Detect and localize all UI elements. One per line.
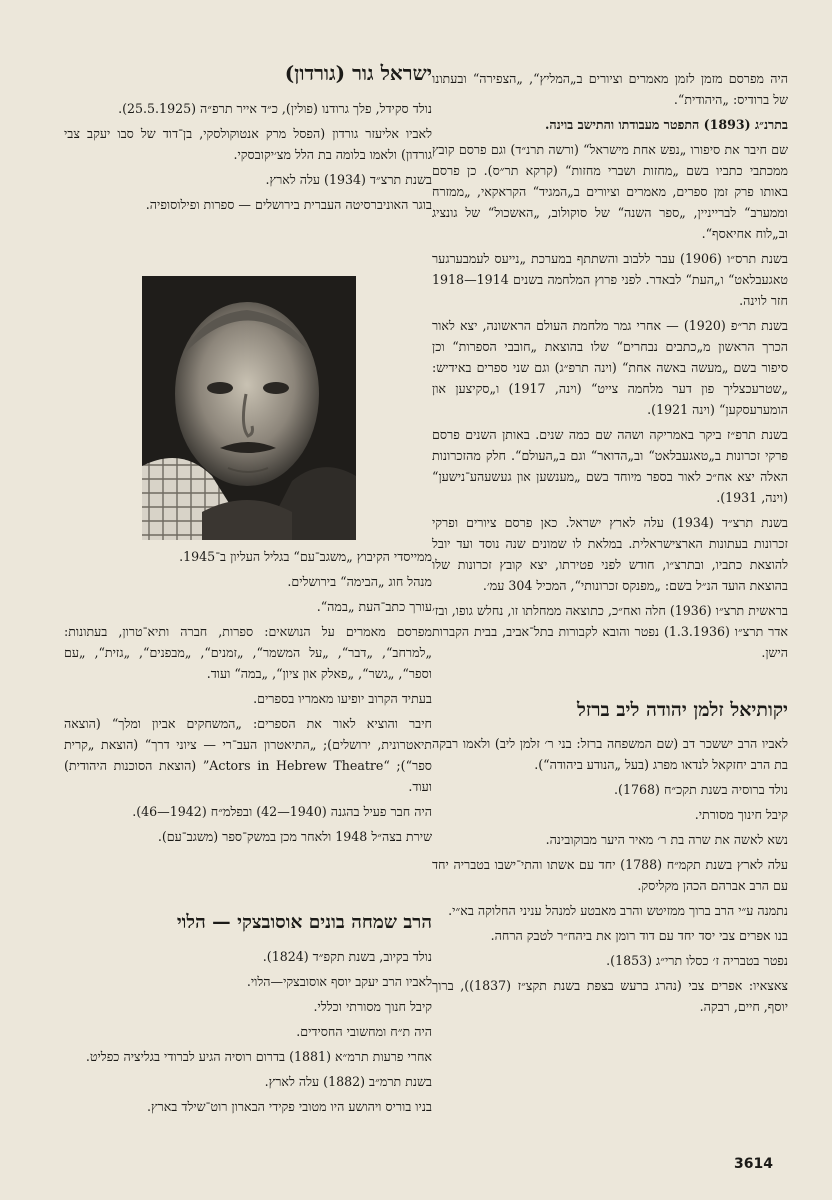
paragraph: נפטר בטבריה ז׳ כסלו תרי״ג (1853). bbox=[606, 953, 788, 968]
portrait-image bbox=[142, 276, 356, 540]
osovetzki-title: הרב שמחה בונים אוסובצקי — הלוי bbox=[176, 912, 432, 933]
paragraph: בעתיד הקרוב יופיעו מאמריו בספרים. bbox=[253, 691, 432, 706]
paragraph: קיבל חנוך מסורתי וכללי. bbox=[313, 999, 432, 1014]
paragraph: בשנת תרצ״ד (1934) עלה לארץ ישראל. כאן פרסם ציורים ופרקי זכרונות בעתונות הארצישראלית. במלאת לו שמונים שנה נוסד ועד יובל להוצאת כתביו, ובתרצ״ו, חודש לפני פטירתו, יצא קובץ זכרונות שלו בהוצאת הועד הנ״ל בשם: „מפנקס זכרונותי“, המכיל 304 עמ׳. bbox=[432, 515, 788, 593]
paragraph: נולד בקיוב, בשנת תקפ״ד (1824). bbox=[262, 949, 432, 964]
gor-title: ישראל גור (גורדון) bbox=[284, 61, 432, 85]
paragraph: בנו אפרים צבי יסד יחד עם דוד רומן את ביהח״ר לטבק הרחה. bbox=[490, 928, 788, 943]
paragraph: בשנת תרצ״ד (1934) עלה לארץ. bbox=[265, 172, 432, 187]
paragraph: היה חבר פעיל בהגנה (1940—42) ובפלמ״ח (1942—46). bbox=[132, 804, 432, 819]
paragraph: שם חיבר את סיפורו „נפש אחת מישראל“ (ורשה תרנ״ד) וגם פרסם קובץ ממכתבי כתביו בשם „מחזות ושברי מחזות“ (קרקא תר״ס). כן פרסם באותו פרק זמן ספרים, מאמרים וציורים ב„המגיד“ הקראקאי, „ממזרח וממערב“ לברייניין, „ספר השנה“ של סוקולוב, „האשכול“ של גונציג וב„לוח אחיאסף“. bbox=[432, 142, 788, 241]
paragraph: בשנת תרפ״ז ביקר באמריקה ושהה שם כמה שנים. באותן השנים פרסם פרקי זכרונות ב„טאגעבלאט“ וב„הדואר“ וגם ב„העולם“. חלק מהזכרונות האלה יצא אח״כ לאור בספר מיוחד בשם „מענשען און געשעהע־נישען“ (וינה, 1931). bbox=[432, 427, 788, 505]
paragraph: נולד ברוסיה בשנת תקכ״ח (1768). bbox=[614, 782, 788, 797]
osovetzki-section bbox=[64, 910, 432, 1121]
gor-top-section bbox=[64, 60, 432, 219]
right-column bbox=[432, 68, 788, 1021]
paragraph: מפרסם מאמרים על הנושאים: ספרות, חברה ותיא־טרון, בעתונות: „למרחב“, „דבר“, „על המשמר“, „זמנים“, „מבפנים“, „גזית“, „עם וספר“, „גשר“, „פאלק און ציון“, „במה“ ועוד. bbox=[64, 624, 432, 681]
paragraph: אחרי פרעות תרמ״א (1881) בדרום רוסיה הגיע לברודי בגליציה כפליט. bbox=[85, 1049, 432, 1064]
paragraph: בשנת תרמ״ב (1882) עלה לארץ. bbox=[264, 1074, 432, 1089]
paragraph: נשא לאשה את שרה בת ר׳ מאיר היער מבוקובינה. bbox=[545, 832, 788, 847]
paragraph: בוגר האוניברסיטה העברית בירושלים — ספרות ופילוסופיה. bbox=[145, 197, 432, 212]
paragraph: שירת בצה״ל 1948 ולאחר מכן במשק־ספר (משגב־עם). bbox=[157, 829, 432, 844]
paragraph: עלה לארץ בשנת תקמ״ח (1788) יחד עם אשתו והתי־ישבו בטבריה יחד עם הרב אברהם הכהן מקליסק. bbox=[432, 857, 788, 893]
paragraph: היה ת״ח ומחשובי החסידים. bbox=[296, 1024, 432, 1039]
paragraph: נתמנה ע״י הרב ברוך ממזיטש והרב מאבטע למנהל עניני החלוקה בא״י. bbox=[448, 903, 788, 918]
paragraph: מנהל חוג „הבימה“ בירושלים. bbox=[287, 574, 432, 589]
paragraph: היה מפרסם מזמן לזמן מאמרים וציורים ב„המליץ“, „הצפירה“ ובעתונו של ברודיס: „היהודית“. bbox=[432, 71, 788, 107]
gor-bottom-section bbox=[64, 546, 432, 851]
paragraph: בניו בוריס ויהושע היו מטובי פקידי הבארון רוט־שילד בארץ. bbox=[147, 1099, 432, 1114]
portrait-photo bbox=[142, 276, 356, 540]
paragraph: קיבל חינוך מסורתי. bbox=[694, 807, 788, 822]
paragraph: נולד סקידל, פלך גרודנו (פולין), כ״ד אייר תרפ״ה (25.5.1925). bbox=[118, 101, 432, 116]
paragraph: בשנת תרס״ו (1906) עבר ללבוב והשתתף במערכת „נייעס לעמבערגער טאגעבלאט“ ו„העת“ לבאדר. לפני פרוץ המלחמה בשנים 1914—1918 חזר לוינה. bbox=[432, 251, 789, 308]
paragraph: עורך כתב־העת „במה“. bbox=[316, 599, 432, 614]
paragraph: לאביו הרב יששכר דב (שם המשפחה ברזל: בני ר׳ זלמן ליב) ולאמו רבקה בת הרב יחזקאל לנדאו מפרג (בעל „הנודע ביהודה“). bbox=[432, 736, 788, 772]
barzel-title: יקותיאל זלמן יהודה ליב ברזל bbox=[577, 699, 788, 721]
paragraph: צאצאיו: אפרים צבי (נהרג ברעש בצפת בשנת תקצ״ז (1837)), ברוך יוסף, חיים, רבקה. bbox=[432, 978, 788, 1014]
paragraph: ממייסדי הקיבוץ „משגב־עם“ בגליל העליון ב־1945. bbox=[179, 549, 432, 564]
paragraph: לאביו אליעזר גורדון (הפסל מרק אנטוקולסקי, בן־דוד של סבו יעקב צבי גורדון) ולאמו בלומה בת הלל מצ׳יקובסקי. bbox=[64, 126, 432, 162]
paragraph: בשנת תר״פ (1920) — אחרי גמר מלחמת העולם הראשונה, יצא לאור הכרך הראשון מ„כתבים נבחרים“ שלו בהוצאת „חובבי הספרות“ וכן סיפור בשם „מעשה באשה אחת“ (וינה תרפ״ג) וגם שני ספרים באידיש: „שטרעכצליך פון דער מלחמה צייט“ (וינה, 1917) ו„סקיצען און הומערעסקען“ (וינה 1921). bbox=[432, 318, 789, 417]
paragraph: חיבר והוציא לאור את הספרים: „המשחקים אביון ומלך“ (הוצאה תיאטרונית, ירושלים); „התיאטרון העב־רי — ציוני דרך“ (הוצאת „קרית ספר“); “Actors in Hebrew Theatre” (הוצאת הסוכנות היהודית) ועוד. bbox=[64, 716, 432, 794]
paragraph: לאביו הרב יעקב יוסף אוסובצקי—הלוי. bbox=[246, 974, 432, 989]
paragraph: בראשית תרצ״ו (1936) חלה ואח״כ, כתוצאה ממחלתו זו, נחלש גופו, ובז׳ אדר תרצ״ו (1.3.1936) נפטר והובא לקבורות בתל־אביב, בבית הקברות הישן. bbox=[432, 603, 788, 660]
page-number: 3614 bbox=[734, 1156, 773, 1172]
paragraph: בתרנ״ג (1893) התפטר מעבודתו והתישב בוינה. bbox=[544, 117, 788, 132]
